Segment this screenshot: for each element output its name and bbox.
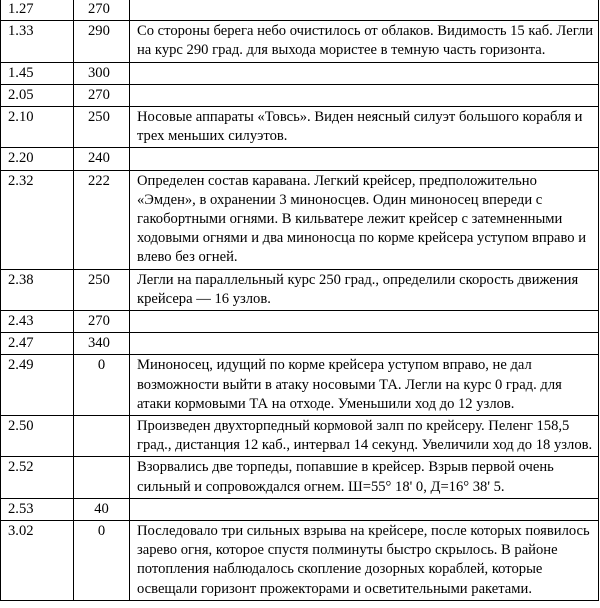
table-row [1,170,599,269]
note-cell [130,84,599,106]
note-cell: Носовые аппараты «Товсь». Виден неясный силуэт большого корабля и трех меньших силуэтов. [130,107,599,148]
time-cell: 2.53 [1,498,74,520]
course-cell: 0 [74,521,130,601]
note-cell: Со стороны берега небо очистилось от облаков. Видимость 15 каб. Легли на курс 290 град. для выхода мористее в темную часть горизонта. [130,21,599,62]
time-cell: 1.33 [1,21,74,62]
table-row [1,148,599,170]
table-row [1,269,599,310]
time-cell: 2.10 [1,107,74,148]
course-cell: 250 [74,107,130,148]
course-cell: 270 [74,0,130,21]
table-row [1,498,599,520]
table-row [1,0,599,21]
note-cell [130,498,599,520]
note-cell: Легли на параллельный курс 250 град., определили скорость движения крейсера — 16 узлов. [130,269,599,310]
table-row [1,457,599,498]
note-cell: Последовало три сильных взрыва на крейсере, после которых появилось зарево огня, которое спустя полминуты быстро скрылось. В районе потопления наблюдалось скопление дозорных кораблей, которые освещали горизонт прожекторами и осветительными ракетами. [130,521,599,601]
course-cell: 270 [74,84,130,106]
course-cell: 300 [74,62,130,84]
course-cell: 340 [74,333,130,355]
log-table-body [1,0,599,600]
time-cell: 2.32 [1,170,74,269]
note-cell: Произведен двухторпедный кормовой залп по крейсеру. Пеленг 158,5 град., дистанция 12 каб., интервал 14 секунд. Увеличили ход до 18 узлов. [130,416,599,457]
time-cell: 2.47 [1,333,74,355]
note-cell [130,62,599,84]
course-cell: 270 [74,311,130,333]
table-row [1,62,599,84]
time-cell: 2.52 [1,457,74,498]
table-row [1,311,599,333]
course-cell: 290 [74,21,130,62]
note-cell [130,0,599,21]
course-cell: 222 [74,170,130,269]
time-cell: 2.49 [1,355,74,416]
time-cell: 2.05 [1,84,74,106]
table-row [1,521,599,601]
time-cell: 2.43 [1,311,74,333]
note-cell: Миноносец, идущий по корме крейсера уступом вправо, не дал возможности выйти в атаку носовыми ТА. Легли на курс 0 град. для атаки кормовыми ТА на отходе. Уменьшили ход до 12 узлов. [130,355,599,416]
note-cell [130,148,599,170]
course-cell: 250 [74,269,130,310]
time-cell: 2.50 [1,416,74,457]
course-cell: 40 [74,498,130,520]
table-row [1,333,599,355]
note-cell [130,333,599,355]
course-cell: 0 [74,355,130,416]
note-cell: Взорвались две торпеды, попавшие в крейсер. Взрыв первой очень сильный и сопровождался огнем. Ш=55° 18' 0, Д=16° 38' 5. [130,457,599,498]
time-cell: 2.20 [1,148,74,170]
time-cell: 2.38 [1,269,74,310]
table-row [1,107,599,148]
table-row [1,21,599,62]
time-cell: 1.45 [1,62,74,84]
note-cell [130,311,599,333]
table-row [1,355,599,416]
course-cell [74,416,130,457]
course-cell: 240 [74,148,130,170]
table-row [1,84,599,106]
course-cell [74,457,130,498]
time-cell: 1.27 [1,0,74,21]
time-cell: 3.02 [1,521,74,601]
table-row [1,416,599,457]
note-cell: Определен состав каравана. Легкий крейсер, предположительно «Эмден», в охранении 3 миноносцев. Один миноносец впереди с гакобортными огнями. В кильватере лежит крейсер с затемненными ходовыми огнями и два миноносца по корме крейсера уступом вправо и влево без огней. [130,170,599,269]
